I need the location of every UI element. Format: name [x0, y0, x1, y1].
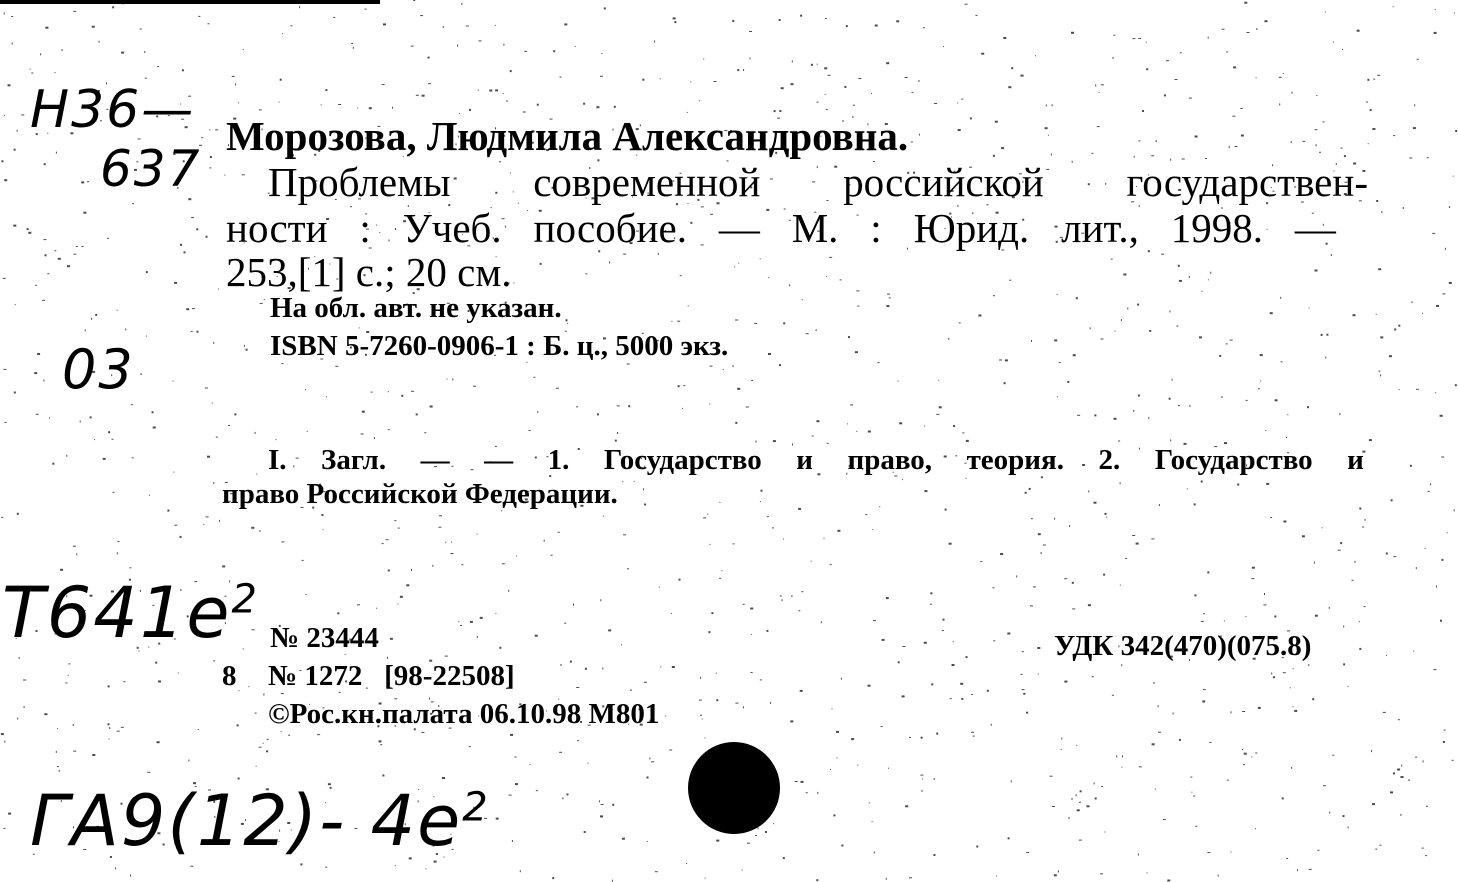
word: ности	[226, 205, 328, 251]
word: современной	[533, 159, 761, 205]
word: Государство	[603, 444, 762, 476]
punch-hole	[688, 742, 780, 834]
author-heading: Морозова, Людмила Александровна.	[226, 113, 909, 159]
word: —	[1294, 205, 1336, 251]
word: М.	[791, 205, 839, 251]
code-t-sup: 2	[231, 576, 259, 623]
title-line-3: 253,[1] с.; 20 см.	[226, 249, 512, 295]
title-line-1	[268, 158, 1368, 206]
word: :	[870, 205, 882, 251]
word: Загл.	[321, 444, 387, 476]
code-ga-text: ГА9(12)- 4е	[30, 780, 463, 862]
word: 1.	[547, 444, 570, 476]
handwritten-code-t	[2, 572, 259, 654]
word: I.	[268, 444, 287, 476]
word: и	[796, 444, 813, 476]
word: и	[1347, 444, 1364, 476]
number-2: № 1272 [98-22508]	[268, 660, 515, 692]
handwritten-code-ga	[30, 780, 490, 862]
word: Государство	[1154, 444, 1313, 476]
word: Юрид.	[913, 205, 1030, 251]
shelf-mark-bottom: 637	[100, 140, 202, 198]
word: —	[420, 444, 450, 476]
udk-code: УДК 342(470)(075.8)	[1054, 630, 1312, 662]
shelf-mark-top: Н36—	[30, 80, 196, 140]
isbn-line: ISBN 5-7260-0906-1 : Б. ц., 5000 экз.	[270, 330, 729, 362]
word: право,	[847, 444, 933, 476]
subjects-line-2: право Российской Федерации.	[222, 478, 618, 510]
code-ga-sup: 2	[462, 784, 490, 831]
word: теория.	[966, 444, 1064, 476]
word: государствен-	[1126, 159, 1368, 205]
note-line: На обл. авт. не указан.	[270, 292, 562, 324]
title-line-2	[226, 204, 1336, 252]
code-t-text: Т641е	[2, 572, 232, 654]
number-2-prefix: 8	[222, 660, 237, 692]
copyright-line: ©Рос.кн.палата 06.10.98 М801	[268, 698, 660, 730]
subjects-line-1	[268, 444, 1364, 477]
word: 1998.	[1170, 205, 1264, 251]
word: Учеб.	[402, 205, 502, 251]
word: пособие.	[533, 205, 687, 251]
word: лит.,	[1061, 205, 1139, 251]
word: российской	[843, 159, 1044, 205]
word: :	[359, 205, 371, 251]
number-1: № 23444	[270, 622, 379, 654]
handwritten-03: 03	[62, 338, 135, 401]
word: Проблемы	[268, 159, 451, 205]
word: —	[718, 205, 760, 251]
word: —	[484, 444, 514, 476]
word: 2.	[1098, 444, 1121, 476]
